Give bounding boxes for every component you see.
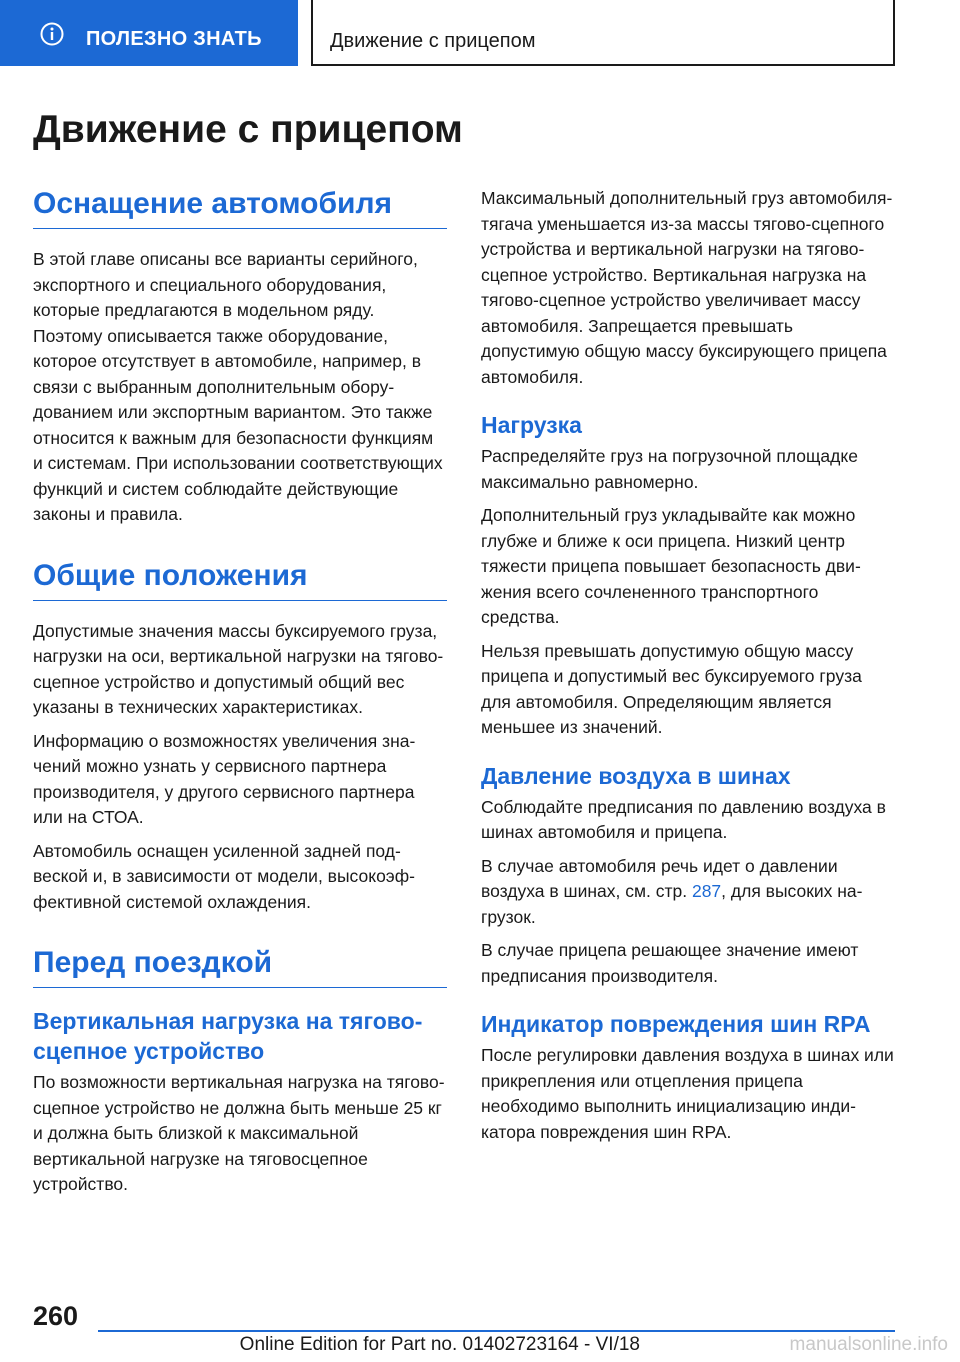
paragraph-general-2: Информацию о возможностях увеличения значений можно узнать у сервисного партнера производителя, у другого сервисного партнера или на СТОА. <box>33 730 416 827</box>
paragraph-load-2: Дополнительный груз укладывайте как можно глубже и ближе к оси прицепа. Низкий центр тяжести прицепа повышает безопасность движения всего сочлененного транспортного средства. <box>481 505 861 627</box>
paragraph-load-1: Распределяйте груз на погрузочной площадке максимально равномерно. <box>481 446 858 492</box>
page-reference-link[interactable]: 287 <box>691 881 722 901</box>
paragraph-equipment: В этой главе описаны все варианты серийного, экспортного и специального оборудования, которые предлагаются в модельном ряду. Поэтому описывается также оборудование, которое отсутствует в автомобиле, например, в связи с выбранным дополнительным оборудованием или экспортным вариантом. Это также относится к важным для безопасности функциям и системам. При использовании соответствующих функций и систем соблюдайте действующие законы и правила. <box>33 249 443 524</box>
paragraph-max-load: Максимальный дополнительный груз автомобиля-тягача уменьшается из-за массы тягово-сцепного устройства и вертикальной нагрузки на тягово-сцепное устройство. Вертикальная нагрузка на тягово-сцепное устройство увеличивает массу автомобиля. Запрещается превышать допустимую общую массу буксирующего прицепа автомобиля. <box>481 188 893 387</box>
paragraph-general-1: Допустимые значения массы буксируемого груза, нагрузки на оси, вертикальной нагрузки на тягово-сцепное устройство и допустимый общий вес указаны в технических характеристиках. <box>33 620 444 717</box>
heading-equipment: Оснащение автомобиля <box>33 186 447 229</box>
footer-divider <box>98 1330 895 1332</box>
right-column <box>481 186 895 1153</box>
chapter-title: Движение с прицепом <box>330 30 536 52</box>
paragraph-load-3: Нельзя превышать допустимую общую массу прицепа и допустимый вес буксируемого груза для автомобиля. Определяющим является меньшее из значений. <box>481 640 862 737</box>
section-tab <box>0 0 298 66</box>
heading-tire-pressure: Давление воздуха в шинах <box>481 762 791 789</box>
chapter-title-box <box>311 0 895 66</box>
heading-vertical-load: Вертикальная нагрузка на тягово-сцепное устройство <box>33 1008 423 1064</box>
footer-edition <box>0 1333 895 1357</box>
page-title: Движение с прицепом <box>33 108 463 151</box>
left-column <box>33 186 447 1206</box>
info-icon <box>40 22 64 46</box>
page-number: 260 <box>33 1301 79 1331</box>
heading-load: Нагрузка <box>481 412 582 438</box>
heading-before-trip: Перед поездкой <box>33 945 447 988</box>
heading-rpa: Индикатор повреждения шин RPA <box>481 1011 871 1037</box>
paragraph-pressure-3: В случае прицепа решающее значение имеют предписания производителя. <box>481 940 859 986</box>
paragraph-vertical-load: По возможности вертикальная нагрузка на тягово-сцепное устройство не должна быть меньше 25 кг и должна быть близкой к максимальной вертикальной нагрузке на тяговосцепное устройство. <box>33 1072 445 1194</box>
footer-watermark: manualsonline.info <box>789 1334 948 1355</box>
section-label: ПОЛЕЗНО ЗНАТЬ <box>86 28 262 50</box>
pressure-text-a: В случае автомобиля речь идет о давлении воздуха в шинах, см. стр. <box>481 855 838 901</box>
paragraph-pressure-1: Соблюдайте предписания по давлению воздуха в шинах автомобиля и прицепа. <box>481 796 886 842</box>
edition-text: Online Edition for Part no. 01402723164 - VI/18 <box>239 1334 640 1355</box>
page-header <box>0 0 960 66</box>
paragraph-general-3: Автомобиль оснащен усиленной задней подвеской и, в зависимости от модели, высокоэффективной системой охлаждения. <box>33 840 415 912</box>
heading-general: Общие положения <box>33 558 447 601</box>
paragraph-pressure-2 <box>481 854 895 931</box>
paragraph-rpa: После регулировки давления воздуха в шинах или прикрепления или отцепления прицепа необходимо выполнить инициализацию индикатора повреждения шин RPA. <box>481 1045 894 1142</box>
pressure-text-b: , для высоких нагрузок. <box>481 881 863 927</box>
